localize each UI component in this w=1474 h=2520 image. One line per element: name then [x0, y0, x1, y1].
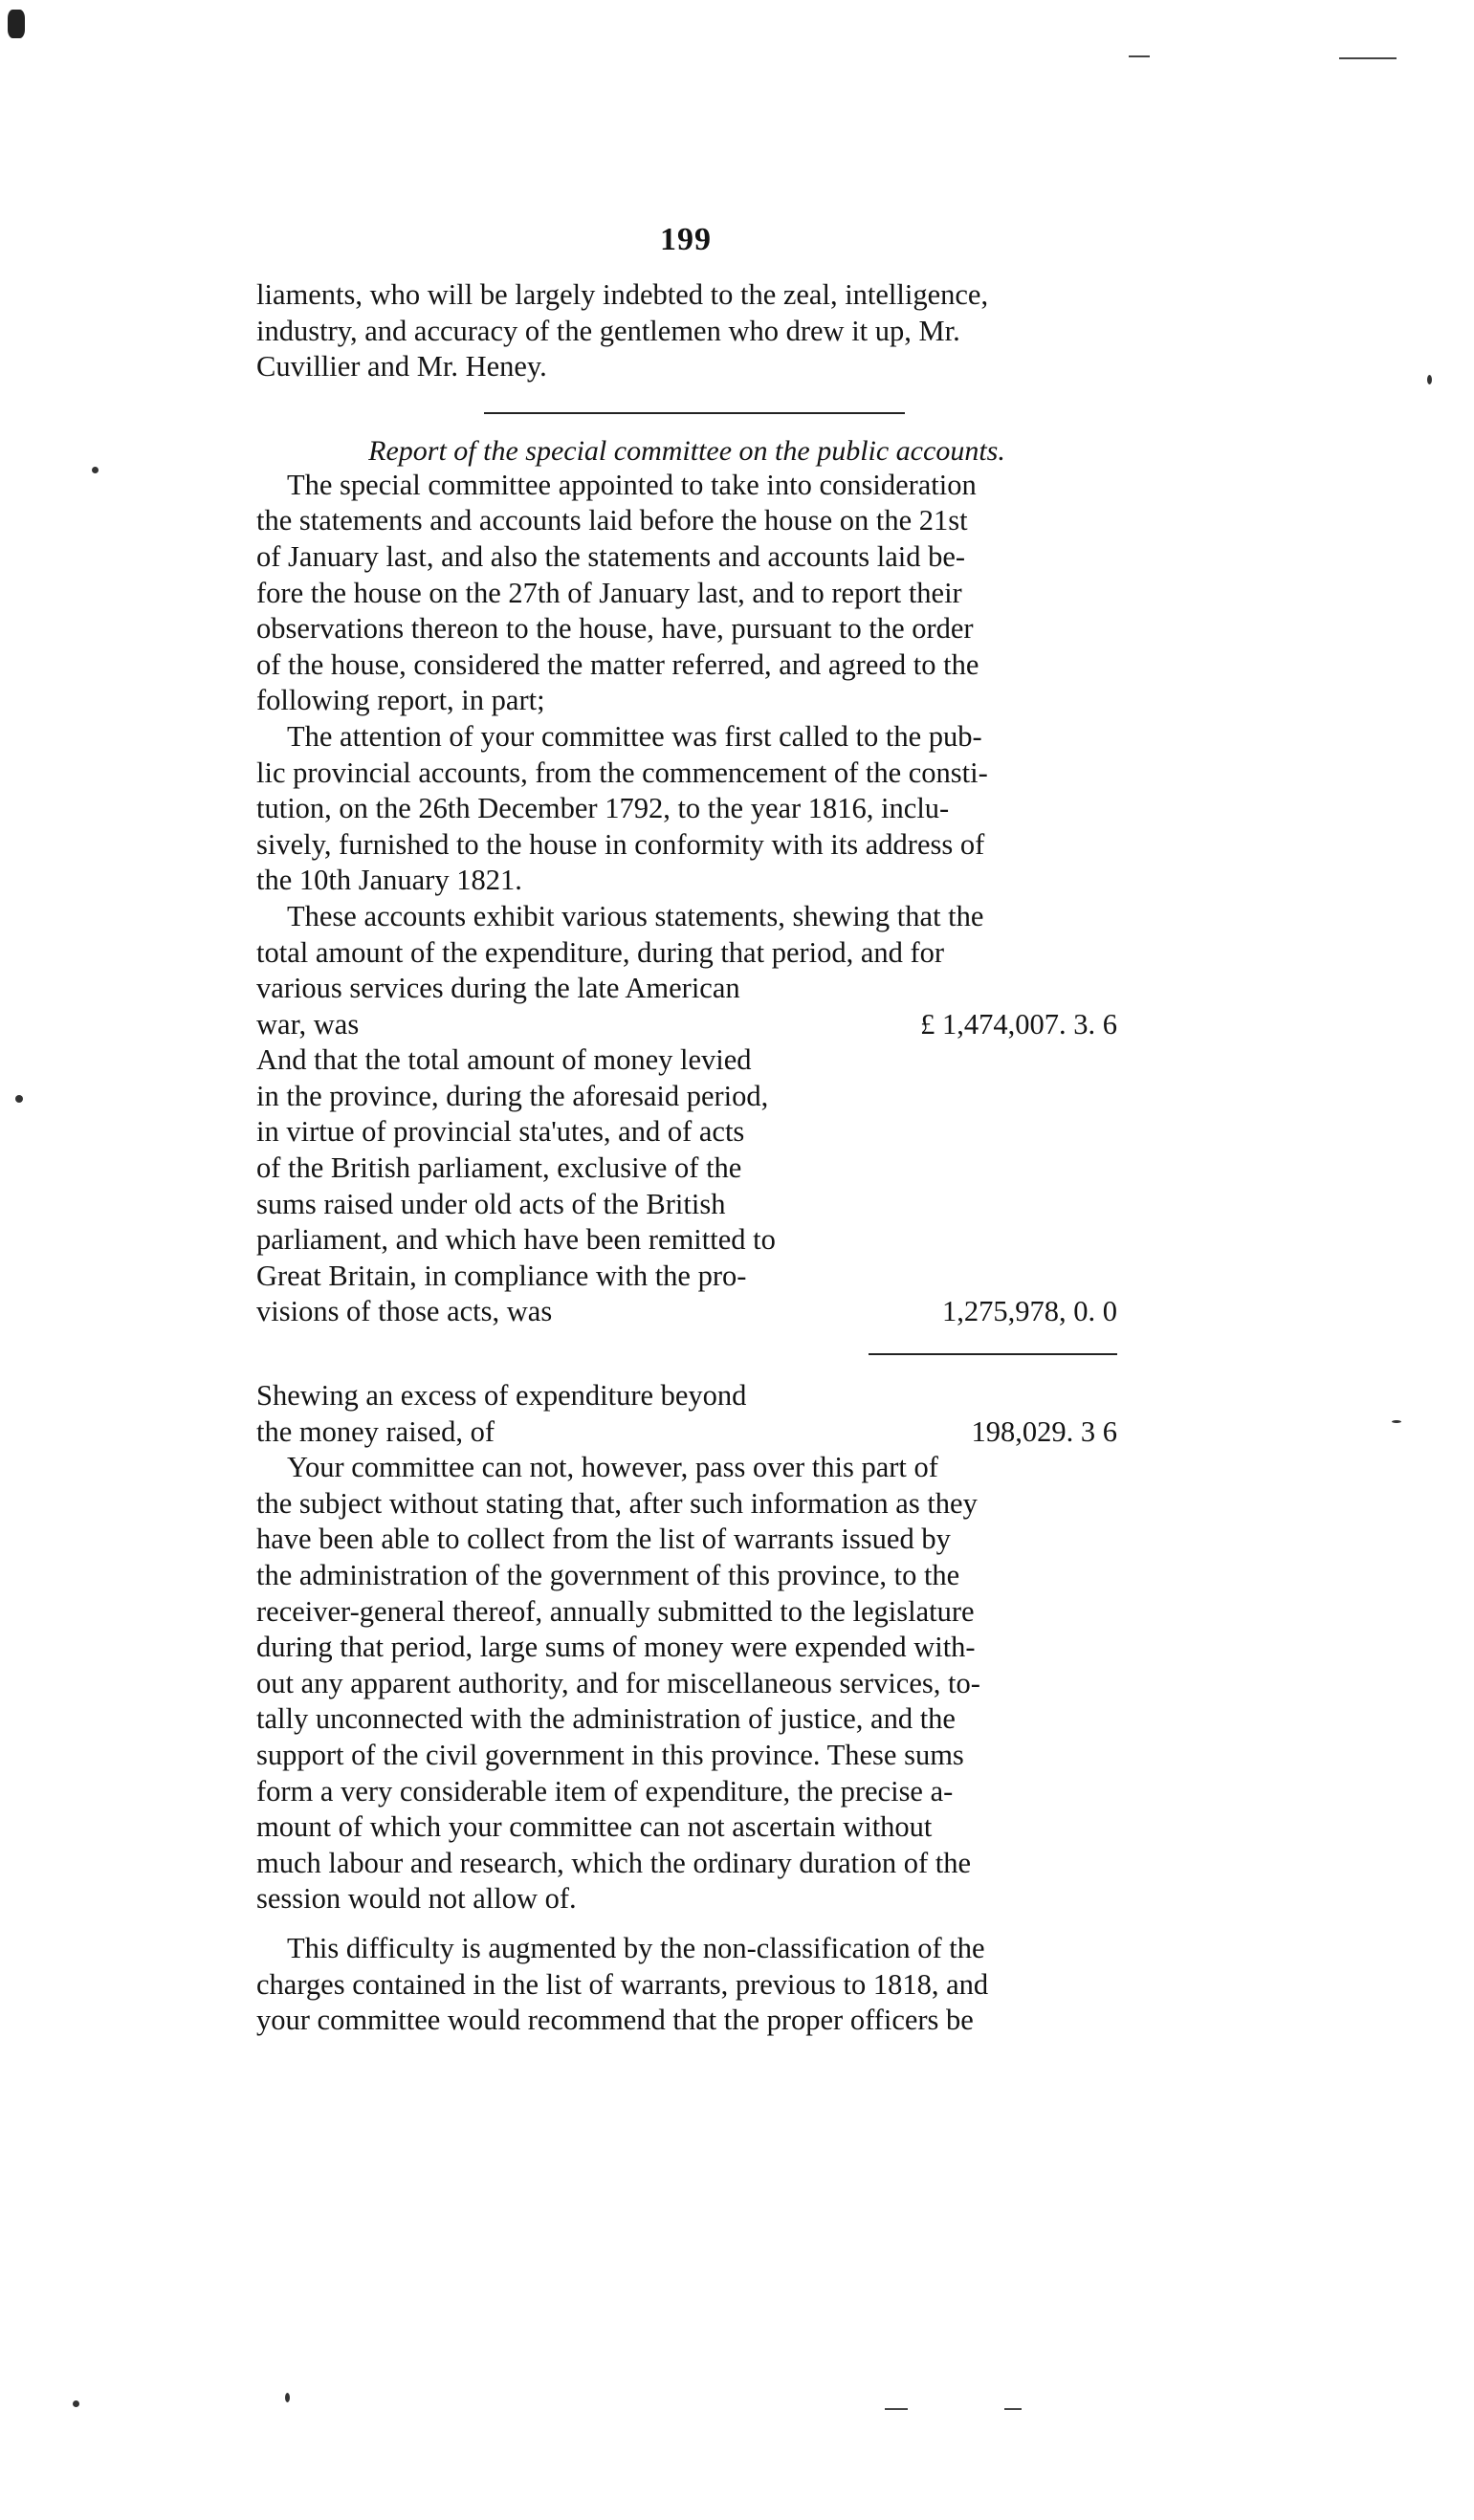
text-line: sums raised under old acts of the British: [256, 1187, 726, 1220]
text-line: total amount of the expenditure, during that period, and for: [256, 935, 945, 969]
text-line: Shewing an excess of expenditure beyond: [256, 1379, 747, 1413]
expenditure-label: war, was: [256, 1007, 360, 1041]
report-title: Report of the special committee on the public accounts.: [368, 434, 1005, 467]
scan-blot: [8, 10, 25, 38]
text-line: These accounts exhibit various statements, shewing that the: [287, 899, 984, 932]
text-line: in virtue of provincial sta'utes, and of acts: [256, 1115, 745, 1149]
text-line: following report, in part;: [256, 684, 545, 717]
scan-speck: [285, 2393, 290, 2402]
text-line: parliament, and which have been remitted to: [256, 1223, 776, 1257]
paragraph-classification: [256, 1931, 1117, 2039]
scan-mark: [885, 2408, 908, 2410]
section-divider: [484, 412, 905, 414]
text-line: charges contained in the list of warrants, previous to 1818, and: [256, 1967, 989, 2001]
text-line: have been able to collect from the list of warrants issued by: [256, 1523, 951, 1556]
text-line: lic provincial accounts, from the commencement of the consti-: [256, 756, 988, 789]
text-line: sively, furnished to the house in conformity with its address of: [256, 827, 985, 861]
intro-paragraph: [256, 277, 1117, 385]
text-line: the administration of the government of this province, to the: [256, 1559, 960, 1591]
text-line: of January last, and also the statements and accounts laid be-: [256, 539, 966, 573]
sum-divider: [869, 1353, 1117, 1355]
paragraph-warrants: [256, 1450, 1117, 1917]
scan-mark: [1004, 2408, 1022, 2410]
text-line: The attention of your committee was first called to the pub-: [287, 719, 982, 753]
scan-speck: [73, 2400, 79, 2407]
text-line: during that period, large sums of money were expended with-: [256, 1631, 976, 1664]
text-line: Cuvillier and Mr. Heney.: [256, 350, 547, 383]
text-line: the statements and accounts laid before the house on the 21st: [256, 504, 968, 537]
levied-amount: 1,275,978, 0. 0: [942, 1295, 1117, 1328]
text-line: liaments, who will be largely indebted to the zeal, intelligence,: [256, 278, 989, 311]
text-line: tally unconnected with the administration of justice, and the: [256, 1702, 956, 1736]
scan-speck: [1392, 1420, 1401, 1423]
expenditure-amount: £ 1,474,007. 3. 6: [920, 1007, 1117, 1041]
text-line: various services during the late American: [256, 972, 740, 1005]
text-line: the 10th January 1821.: [256, 864, 522, 897]
text-line: much labour and research, which the ordinary duration of the: [256, 1846, 971, 1879]
text-line: The special committee appointed to take into consideration: [287, 468, 977, 501]
text-line: observations thereon to the house, have, pursuant to the order: [256, 612, 974, 646]
text-column: [256, 277, 1117, 2039]
text-line: the money raised, of: [256, 1414, 495, 1448]
text-line: your committee would recommend that the proper officers be: [256, 2004, 974, 2037]
text-line: Great Britain, in compliance with the pro-: [256, 1259, 747, 1292]
scan-mark: [1129, 55, 1150, 57]
text-line: the subject without stating that, after such information as they: [256, 1486, 978, 1520]
text-line: tution, on the 26th December 1792, to the year 1816, inclu-: [256, 792, 950, 825]
text-line: This difficulty is augmented by the non-classification of the: [287, 1931, 985, 1964]
paragraph-accounts: [256, 899, 1117, 1007]
text-line: industry, and accuracy of the gentlemen who drew it up, Mr.: [256, 314, 960, 347]
paragraph-special-committee: [256, 468, 1117, 719]
text-line: of the British parliament, exclusive of the: [256, 1151, 742, 1185]
text-line: visions of those acts, was: [256, 1295, 553, 1328]
text-line: out any apparent authority, and for miscellaneous services, to-: [256, 1666, 980, 1699]
text-line: form a very considerable item of expenditure, the precise a-: [256, 1774, 954, 1808]
text-line: mount of which your committee can not ascertain without: [256, 1810, 933, 1844]
text-line: session would not allow of.: [256, 1882, 577, 1916]
text-line: Your committee can not, however, pass over this part of: [287, 1451, 938, 1484]
expenditure-row: [256, 1007, 1117, 1043]
text-line: in the province, during the aforesaid period,: [256, 1079, 769, 1112]
text-line: And that the total amount of money levied: [256, 1043, 752, 1077]
excess-row: [256, 1378, 1117, 1450]
text-line: receiver-general thereof, annually submitted to the legislature: [256, 1594, 975, 1628]
paragraph-attention: [256, 719, 1117, 899]
levied-row: [256, 1042, 1117, 1330]
scan-mark: [1339, 57, 1397, 59]
excess-amount: 198,029. 3 6: [971, 1414, 1117, 1448]
scan-speck: [1427, 375, 1432, 384]
text-line: fore the house on the 27th of January last, and to report their: [256, 576, 962, 609]
text-line: of the house, considered the matter referred, and agreed to the: [256, 647, 979, 681]
scan-speck: [92, 467, 99, 473]
scan-speck: [15, 1095, 23, 1103]
text-line: support of the civil government in this province. These sums: [256, 1738, 964, 1771]
page-number: 199: [660, 222, 712, 257]
